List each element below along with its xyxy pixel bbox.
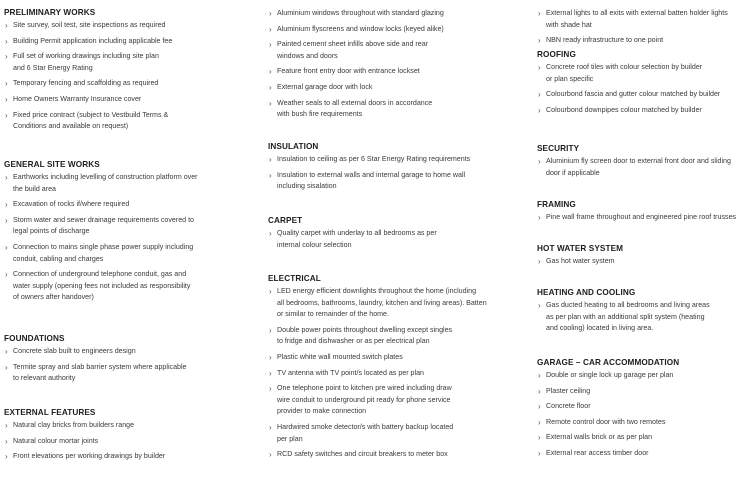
section-heating-and-cooling bbox=[537, 288, 747, 339]
list-item: › Weather seals to all external doors in accordance with bush fire requirements bbox=[268, 98, 518, 121]
list-item: › External rear access timber door bbox=[537, 448, 747, 460]
section-preliminary-works bbox=[4, 8, 250, 137]
section-foundations bbox=[4, 334, 250, 389]
list-item: › One telephone point to kitchen pre wired including draw wire conduit to underground pit ready for phone service provider to make connection bbox=[268, 383, 518, 418]
list-item: › Remote control door with two remotes bbox=[537, 417, 747, 429]
inclusion-list bbox=[537, 156, 747, 179]
section-heading: FOUNDATIONS bbox=[4, 334, 65, 343]
section-electrical bbox=[268, 274, 518, 465]
list-item: › Storm water and sewer drainage requirements covered to legal points of discharge bbox=[4, 215, 250, 238]
section-heading: FRAMING bbox=[537, 200, 576, 209]
list-item: › Gas ducted heating to all bedrooms and living areas as per plan with an additional split system (heating and cooling) located in living area. bbox=[537, 300, 747, 335]
list-item: › TV antenna with TV point/s located as per plan bbox=[268, 368, 518, 380]
inclusion-list bbox=[537, 370, 747, 460]
list-item: › Pine wall frame throughout and engineered pine roof trusses bbox=[537, 212, 747, 224]
inclusion-list bbox=[4, 20, 250, 133]
list-item: › Front elevations per working drawings by builder bbox=[4, 451, 250, 463]
list-item: › External walls brick or as per plan bbox=[537, 432, 747, 444]
section-heading: CARPET bbox=[268, 216, 303, 225]
list-item: › Concrete floor bbox=[537, 401, 747, 413]
list-item: › Gas hot water system bbox=[537, 256, 747, 268]
list-item: › Natural colour mortar joints bbox=[4, 436, 250, 448]
list-item: › Earthworks including levelling of construction platform over the build area bbox=[4, 172, 250, 195]
list-item: › Temporary fencing and scaffolding as required bbox=[4, 78, 250, 90]
list-item: › Plastic white wall mounted switch plates bbox=[268, 352, 518, 364]
list-item: › Insulation to ceiling as per 6 Star Energy Rating requirements bbox=[268, 154, 518, 166]
list-item: › Double power points throughout dwelling except singles to fridge and dishwasher or as per electrical plan bbox=[268, 325, 518, 348]
list-item: › Site survey, soil test, site inspections as required bbox=[4, 20, 250, 32]
section-continued-2 bbox=[268, 8, 518, 125]
list-item: › Termite spray and slab barrier system where applicable to relevant authority bbox=[4, 362, 250, 385]
section-security bbox=[537, 144, 747, 183]
list-item: › RCD safety switches and circuit breakers to meter box bbox=[268, 449, 518, 461]
list-item: › Colourbond fascia and gutter colour matched by builder bbox=[537, 89, 747, 101]
list-item: › Hardwired smoke detector/s with battery backup located per plan bbox=[268, 422, 518, 445]
list-item: › Double or single lock up garage per plan bbox=[537, 370, 747, 382]
section-roofing bbox=[537, 50, 747, 120]
inclusion-list bbox=[537, 8, 747, 47]
inclusion-list bbox=[268, 154, 518, 193]
list-item: › Fixed price contract (subject to Vestbuild Terms & Conditions and available on request) bbox=[4, 110, 250, 133]
list-item: › Natural clay bricks from builders range bbox=[4, 420, 250, 432]
inclusion-list bbox=[268, 286, 518, 461]
list-item: › Excavation of rocks if/where required bbox=[4, 199, 250, 211]
list-item: › Concrete slab built to engineers design bbox=[4, 346, 250, 358]
list-item: › Colourbond downpipes colour matched by builder bbox=[537, 105, 747, 117]
section-heading: SECURITY bbox=[537, 144, 580, 153]
section-heading: HOT WATER SYSTEM bbox=[537, 244, 624, 253]
list-item: › Building Permit application including applicable fee bbox=[4, 36, 250, 48]
section-heading: EXTERNAL FEATURES bbox=[4, 408, 96, 417]
section-carpet bbox=[268, 216, 518, 255]
list-item: › Insulation to external walls and internal garage to home wall including sisalation bbox=[268, 170, 518, 193]
list-item: › Home Owners Warranty Insurance cover bbox=[4, 94, 250, 106]
inclusion-list bbox=[268, 8, 518, 121]
list-item: › Connection to mains single phase power supply including conduit, cabling and charges bbox=[4, 242, 250, 265]
section-continued-3 bbox=[537, 8, 747, 51]
list-item: › External garage door with lock bbox=[268, 82, 518, 94]
section-heading: GARAGE – CAR ACCOMMODATION bbox=[537, 358, 680, 367]
list-item: › LED energy efficient downlights throughout the home (including all bedrooms, bathrooms, laundry, kitchen and living areas). Batten or similar to remainder of the home. bbox=[268, 286, 518, 321]
inclusion-list bbox=[537, 300, 747, 335]
list-item: › Painted cement sheet infills above side and rear windows and doors bbox=[268, 39, 518, 62]
inclusion-list bbox=[268, 228, 518, 251]
list-item: › Plaster ceiling bbox=[537, 386, 747, 398]
list-item: › Connection of underground telephone conduit, gas and water supply (opening fees not included as responsibility of owners after handover) bbox=[4, 269, 250, 304]
inclusion-list bbox=[4, 172, 250, 304]
section-general-site-works bbox=[4, 160, 250, 308]
section-heading: INSULATION bbox=[268, 142, 319, 151]
list-item: › Aluminium flyscreens and window locks (keyed alike) bbox=[268, 24, 518, 36]
list-item: › Aluminium windows throughout with standard glazing bbox=[268, 8, 518, 20]
section-heading: HEATING AND COOLING bbox=[537, 288, 636, 297]
inclusion-list bbox=[537, 256, 747, 268]
section-external-features bbox=[4, 408, 250, 467]
list-item: › Feature front entry door with entrance lockset bbox=[268, 66, 518, 78]
section-framing bbox=[537, 200, 747, 228]
inclusion-list bbox=[4, 346, 250, 385]
list-item: › Quality carpet with underlay to all bedrooms as per internal colour selection bbox=[268, 228, 518, 251]
inclusion-list bbox=[4, 420, 250, 463]
section-heading: ELECTRICAL bbox=[268, 274, 321, 283]
section-heading: ROOFING bbox=[537, 50, 576, 59]
list-item: › NBN ready infrastructure to one point bbox=[537, 35, 747, 47]
list-item: › External lights to all exits with external batten holder lights with shade hat bbox=[537, 8, 747, 31]
section-heading: GENERAL SITE WORKS bbox=[4, 160, 100, 169]
section-heading: PRELIMINARY WORKS bbox=[4, 8, 96, 17]
list-item: › Concrete roof tiles with colour selection by builder or plan specific bbox=[537, 62, 747, 85]
inclusion-list bbox=[537, 212, 747, 224]
section-hot-water-system bbox=[537, 244, 747, 272]
inclusion-list bbox=[537, 62, 747, 116]
list-item: › Aluminium fly screen door to external front door and sliding door if applicable bbox=[537, 156, 747, 179]
section-garage-car-accommodation bbox=[537, 358, 747, 464]
section-insulation bbox=[268, 142, 518, 197]
list-item: › Full set of working drawings including site plan and 6 Star Energy Rating bbox=[4, 51, 250, 74]
